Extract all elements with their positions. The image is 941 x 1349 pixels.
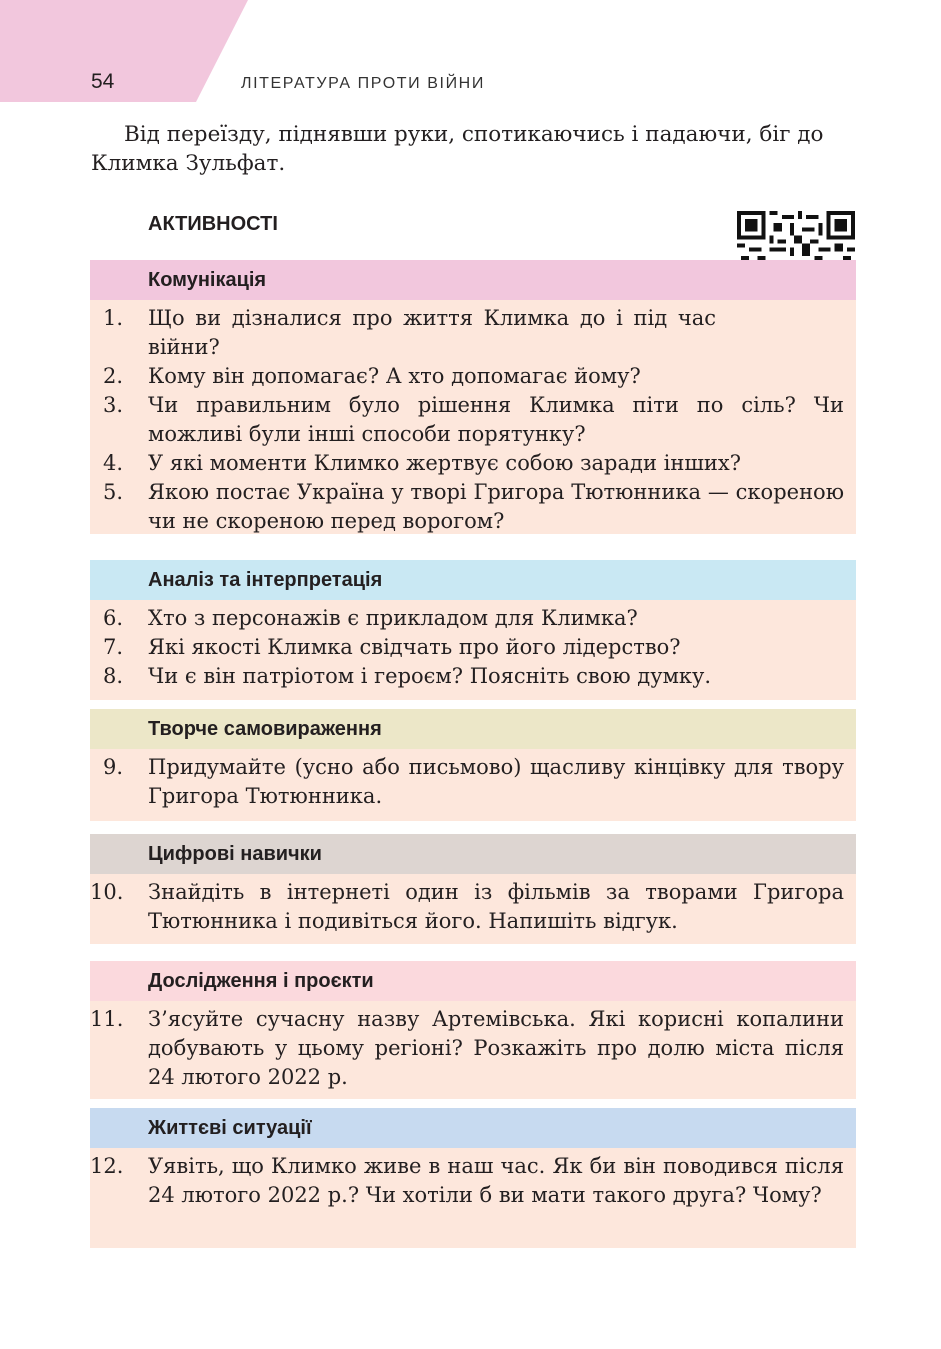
item-text: Придумайте (усно або письмово) щасливу кінцівку для твору Григора Тютюнника.: [148, 755, 844, 808]
section-creative: [90, 709, 856, 821]
item-text: Знайдіть в інтернеті один із фільмів за творами Григора Тютюнника і подивіться його. Напишіть відгук.: [148, 880, 844, 933]
section-heading: Життєві ситуації: [90, 1108, 856, 1148]
list-item: [90, 362, 856, 391]
item-text: Які якості Климка свідчать про його лідерство?: [148, 635, 681, 659]
item-text: З’ясуйте сучасну назву Артемівська. Які корисні копалини добувають у цьому регіоні? Розкажіть про долю міста після 24 лютого 2022 р.: [148, 1007, 844, 1089]
item-text: Що ви дізналися про життя Климка до і під час війни?: [148, 306, 716, 359]
section-body: [90, 300, 856, 534]
item-text: Чи є він патріотом і героєм? Поясніть свою думку.: [148, 664, 712, 688]
section-body: [90, 600, 856, 700]
section-heading: Аналіз та інтерпретація: [90, 560, 856, 600]
intro-paragraph: Від переїзду, піднявши руки, спотикаючись і падаючи, біг до Климка Зульфат.: [91, 122, 824, 176]
section-body: [90, 1148, 856, 1248]
list-item: [90, 662, 856, 691]
item-number: 12.: [90, 1154, 124, 1178]
section-heading: Творче самовираження: [90, 709, 856, 749]
item-number: 5.: [102, 480, 123, 504]
section-life-situations: [90, 1108, 856, 1248]
section-heading: Цифрові навички: [90, 834, 856, 874]
list-item: [90, 604, 856, 633]
list-item: [90, 478, 856, 536]
item-text: У які моменти Климко жертвує собою заради інших?: [148, 451, 741, 475]
page-number: 54: [91, 70, 115, 93]
item-number: 7.: [102, 635, 123, 659]
activities-heading: АКТИВНОСТІ: [148, 213, 278, 235]
item-text: Якою постає Україна у творі Григора Тютюнника — скореною чи не скореною перед ворогом?: [148, 480, 844, 533]
item-text: Хто з персонажів є прикладом для Климка?: [148, 606, 638, 630]
list-item: [90, 1152, 856, 1210]
section-body: [90, 874, 856, 944]
list-item: [90, 449, 856, 478]
item-text: Кому він допомагає? А хто допомагає йому?: [148, 364, 641, 388]
item-number: 4.: [102, 451, 123, 475]
section-communication: [90, 260, 856, 534]
section-digital: [90, 834, 856, 944]
section-analysis: [90, 560, 856, 700]
list-item: [90, 878, 856, 936]
list-item: [90, 1005, 856, 1092]
item-text: Чи правильним було рішення Климка піти по сіль? Чи можливі були інші способи порятунку?: [148, 393, 844, 446]
section-body: [90, 1001, 856, 1099]
item-number: 6.: [102, 606, 123, 630]
item-number: 10.: [90, 880, 124, 904]
running-title: ЛІТЕРАТУРА ПРОТИ ВІЙНИ: [241, 75, 485, 92]
item-number: 9.: [102, 755, 123, 779]
item-number: 11.: [90, 1007, 124, 1031]
section-heading: Комунікація: [90, 260, 856, 300]
item-number: 8.: [102, 664, 123, 688]
section-research: [90, 961, 856, 1099]
section-body: [90, 749, 856, 821]
item-text: Уявіть, що Климко живе в наш час. Як би він поводився після 24 лютого 2022 р.? Чи хотіли б ви мати такого друга? Чому?: [148, 1154, 844, 1207]
list-item: [90, 633, 856, 662]
section-heading: Дослідження і проєкти: [90, 961, 856, 1001]
list-item: [90, 304, 856, 362]
item-number: 1.: [102, 306, 123, 330]
list-item: [90, 753, 856, 811]
list-item: [90, 391, 856, 449]
item-number: 2.: [102, 364, 123, 388]
item-number: 3.: [102, 393, 123, 417]
page-corner-decoration: [0, 0, 250, 102]
